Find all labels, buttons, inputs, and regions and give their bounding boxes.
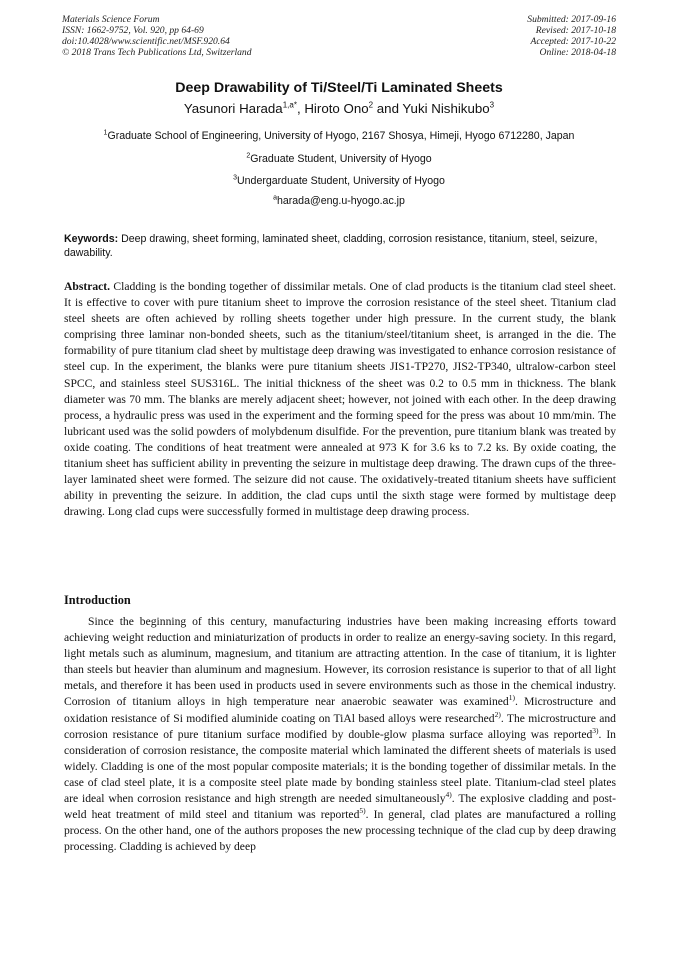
author-affiliation-marker: 1,a*	[282, 100, 297, 110]
affiliation-line	[0, 153, 678, 165]
journal-name: Materials Science Forum	[62, 14, 160, 25]
introduction-heading: Introduction	[64, 593, 131, 607]
affiliation-marker: a	[273, 194, 277, 202]
issn-line: ISSN: 1662-9752, Vol. 920, pp 64-69	[62, 25, 204, 37]
email-line	[0, 195, 678, 207]
author-name: Hiroto Ono	[304, 101, 369, 116]
header-right	[527, 14, 616, 58]
abstract-label: Abstract.	[64, 280, 111, 293]
intro-text: . In general, clad plates are manufactured a rolling process. On the other hand, one of the authors proposes the new processing technique of the clad cup by deep drawing processing. Cladding is achieved by deep	[64, 808, 616, 854]
doi-line[interactable]: doi:10.4028/www.scientific.net/MSF.920.64	[62, 36, 230, 48]
affiliation-line	[0, 175, 678, 187]
citation-ref[interactable]: 3)	[592, 725, 599, 735]
abstract-block	[64, 279, 616, 520]
affiliation-text: Graduate Student, University of Hyogo	[250, 153, 432, 165]
affiliation-marker: 2	[246, 152, 251, 160]
abstract-text: Cladding is the bonding together of dissimilar metals. One of clad products is the titanium clad steel sheet. It is effective to cover with pure titanium sheet to improve the corrosion resistance of the steel sheet. Titanium clad steel sheets are often achieved by rolling sheets together under high pressure. In the current study, the blank comprising three laminar non-bonded sheets, such as the titanium/steel/titanium sheet, is arranged in the die. The formability of pure titanium clad sheet by multistage deep drawing was investigated to enhance corrosion resistance of steel cup. In the experiment, the blanks were pure titanium sheets JIS1-TP270, JIS2-TP340, ultralow-carbon steel SPCC, and stainless steel SUS316L. The initial thickness of the sheet was 0.2 to 0.5 mm in thickness. The blank diameter was 70 mm. The blanks are merely adjacent sheet; however, not joined with each other. In the deep drawing process, a hydraulic press was used in the experiment and the forming speed for the press was about 10 mm/min. The lubricant used was the solid powders of molybdenum disulfide. For the prevention, pure titanium blank was treated by oxide coating. The conditions of heat treatment were annealed at 973 K for 3.6 ks to 7.2 ks. By oxide coating, the titanium sheet has sufficient ability in preventing the seizure in multistage deep drawing. The drawn cups of the three-layer laminated sheet were formed. The seizure did not cause. The oxidatively-treated titanium sheets have sufficient ability in preventing the seizure. In addition, the clad cups until the sixth stage were formed by multistage deep drawing. Long clad cups were successfully formed in multistage deep drawing process.	[64, 280, 616, 519]
author-separator: and	[373, 101, 403, 116]
intro-text: . The explosive cladding and post-weld heat treatment of mild steel and titanium was reported	[64, 792, 616, 822]
intro-text: . Microstructure and oxidation resistance of Si modified aluminide coating on TiAl based alloys were researched	[64, 695, 616, 725]
author-affiliation-marker: 3	[489, 100, 495, 110]
intro-text: . The microstructure and corrosion resistance of pure titanium surface modified by double-glow plasma surface alloying was reported	[64, 711, 616, 741]
affiliation-text: Graduate School of Engineering, University of Hyogo, 2167 Shosya, Himeji, Hyogo 6712280, Japan	[107, 130, 575, 142]
author-name: Yasunori Harada	[183, 101, 283, 116]
author-affiliation-marker: 2	[368, 100, 374, 110]
author-name: Yuki Nishikubo	[402, 101, 490, 116]
accepted-date: Accepted: 2017-10-22	[530, 36, 616, 48]
citation-ref[interactable]: 5)	[359, 806, 366, 816]
revised-date: Revised: 2017-10-18	[535, 25, 616, 37]
paper-title: Deep Drawability of Ti/Steel/Ti Laminated Sheets	[175, 80, 503, 96]
keywords-block	[64, 232, 616, 260]
citation-ref[interactable]: 4)	[445, 790, 452, 800]
affiliation-marker: 3	[233, 174, 238, 182]
online-date: Online: 2018-04-18	[539, 47, 616, 59]
copyright-line: © 2018 Trans Tech Publications Ltd, Switzerland	[62, 47, 252, 59]
author-list	[0, 101, 678, 116]
citation-ref[interactable]: 2)	[494, 709, 501, 719]
affiliation-line	[0, 130, 678, 142]
intro-text: Since the beginning of this century, manufacturing industries have been making increasing efforts toward achieving weight reduction and miniaturization of products in order to realize an energy-saving society. In this regard, light metals such as aluminum, magnesium, and titanium are attracting attention. In the case of titanium, it is lighter than steels but heavier than aluminum and magnesium. However, its corrosion resistance is superior to that of all light metals, and therefore it has been used in products used in severe environments such as those in the chemical industry. Corrosion of titanium alloys in high temperature near anaerobic seawater was examined	[64, 615, 616, 709]
keywords-label: Keywords:	[64, 233, 119, 245]
citation-ref[interactable]: 1)	[508, 693, 515, 703]
submitted-date: Submitted: 2017-09-16	[527, 14, 616, 25]
introduction-paragraph	[64, 614, 616, 855]
keywords-text: Deep drawing, sheet forming, laminated sheet, cladding, corrosion resistance, titanium, steel, seizure, dawability.	[64, 233, 598, 259]
header-left	[62, 14, 252, 58]
author-email[interactable]: harada@eng.u-hyogo.ac.jp	[276, 195, 405, 207]
author-separator: ,	[296, 101, 305, 116]
affiliation-text: Undergarduate Student, University of Hyogo	[237, 175, 445, 187]
intro-text: . In consideration of corrosion resistance, the composite material which laminated the different sheets of materials is used widely. Cladding is one of the most popular composite materials; it is the bonding together of dissimilar metals. In the case of clad steel plate, it is a composite steel plate made by bonding stainless steel plate. Titanium-clad steel plates are ideal when corrosion resistance and high strength are needed simultaneously	[64, 727, 616, 806]
affiliation-marker: 1	[103, 129, 108, 137]
